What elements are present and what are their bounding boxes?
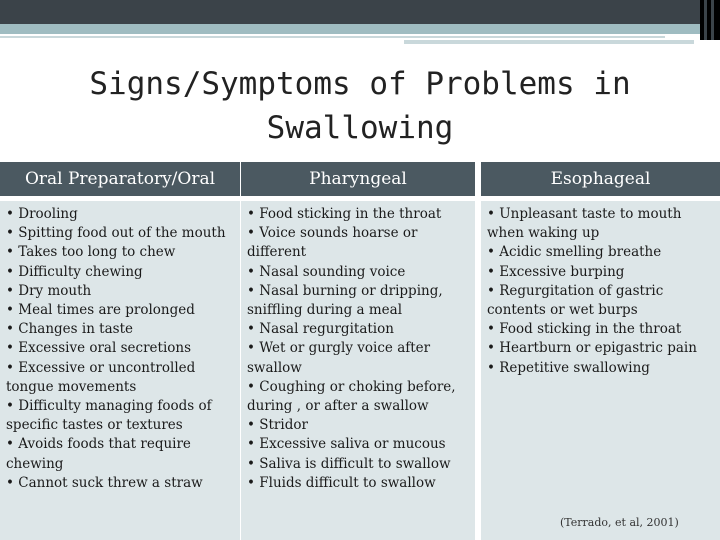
- list-item: • Voice sounds hoarse or different: [247, 225, 418, 261]
- list-item: • Difficulty chewing: [6, 263, 143, 280]
- list-item: • Excessive burping: [487, 263, 625, 280]
- list-item: • Fluids difficult to swallow: [247, 474, 436, 491]
- top-accent-bar: [0, 0, 700, 24]
- symptom-list-esophageal: [487, 205, 715, 378]
- list-item: • Avoids foods that require chewing: [6, 436, 191, 472]
- list-item: • Difficulty managing foods of specific tastes or textures: [6, 398, 212, 434]
- list-item: • Nasal regurgitation: [247, 321, 394, 338]
- column-header-oral: Oral Preparatory/Oral: [0, 162, 240, 196]
- list-item: • Excessive oral secretions: [6, 340, 192, 357]
- column-header-pharyngeal: Pharyngeal: [241, 162, 475, 196]
- list-item: • Nasal sounding voice: [247, 263, 406, 280]
- list-item: • Unpleasant taste to mouth when waking up: [487, 206, 682, 242]
- list-item: • Acidic smelling breathe: [487, 244, 662, 261]
- list-item: • Food sticking in the throat: [487, 321, 682, 338]
- column-body-pharyngeal: [241, 201, 475, 540]
- top-corner-block: [700, 0, 720, 40]
- list-item: • Saliva is difficult to swallow: [247, 455, 451, 472]
- list-item: • Coughing or choking before, during , or after a swallow: [247, 378, 456, 415]
- list-item: • Heartburn or epigastric pain: [487, 340, 697, 357]
- accent-line-short: [404, 40, 694, 44]
- list-item: • Changes in taste: [6, 321, 133, 338]
- symptom-list-pharyngeal: [247, 205, 470, 493]
- list-item: • Spitting food out of the mouth: [6, 225, 226, 242]
- column-body-oral: [0, 201, 240, 540]
- list-item: • Cannot suck threw a straw: [6, 474, 203, 491]
- list-item: • Stridor: [247, 417, 308, 434]
- list-item: • Regurgitation of gastric contents or wet burps: [487, 282, 664, 319]
- list-item: • Drooling: [6, 206, 78, 222]
- list-item: • Repetitive swallowing: [487, 359, 650, 376]
- list-item: • Takes too long to chew: [6, 244, 176, 261]
- column-body-esophageal: [481, 201, 720, 540]
- column-header-esophageal: Esophageal: [481, 162, 720, 196]
- list-item: • Dry mouth: [6, 282, 92, 299]
- slide-title: Signs/Symptoms of Problems in Swallowing: [89, 66, 631, 146]
- symptom-list-oral: [6, 205, 235, 493]
- list-item: • Food sticking in the throat: [247, 206, 442, 222]
- list-item: • Nasal burning or dripping, sniffling during a meal: [247, 282, 443, 319]
- list-item: • Meal times are prolonged: [6, 302, 195, 319]
- citation: (Terrado, et al, 2001): [560, 516, 679, 529]
- list-item: • Wet or gurgly voice after swallow: [247, 340, 431, 376]
- teal-accent-bar: [0, 24, 700, 34]
- list-item: • Excessive or uncontrolled tongue movements: [6, 359, 196, 395]
- accent-line: [0, 36, 665, 38]
- list-item: • Excessive saliva or mucous: [247, 436, 446, 453]
